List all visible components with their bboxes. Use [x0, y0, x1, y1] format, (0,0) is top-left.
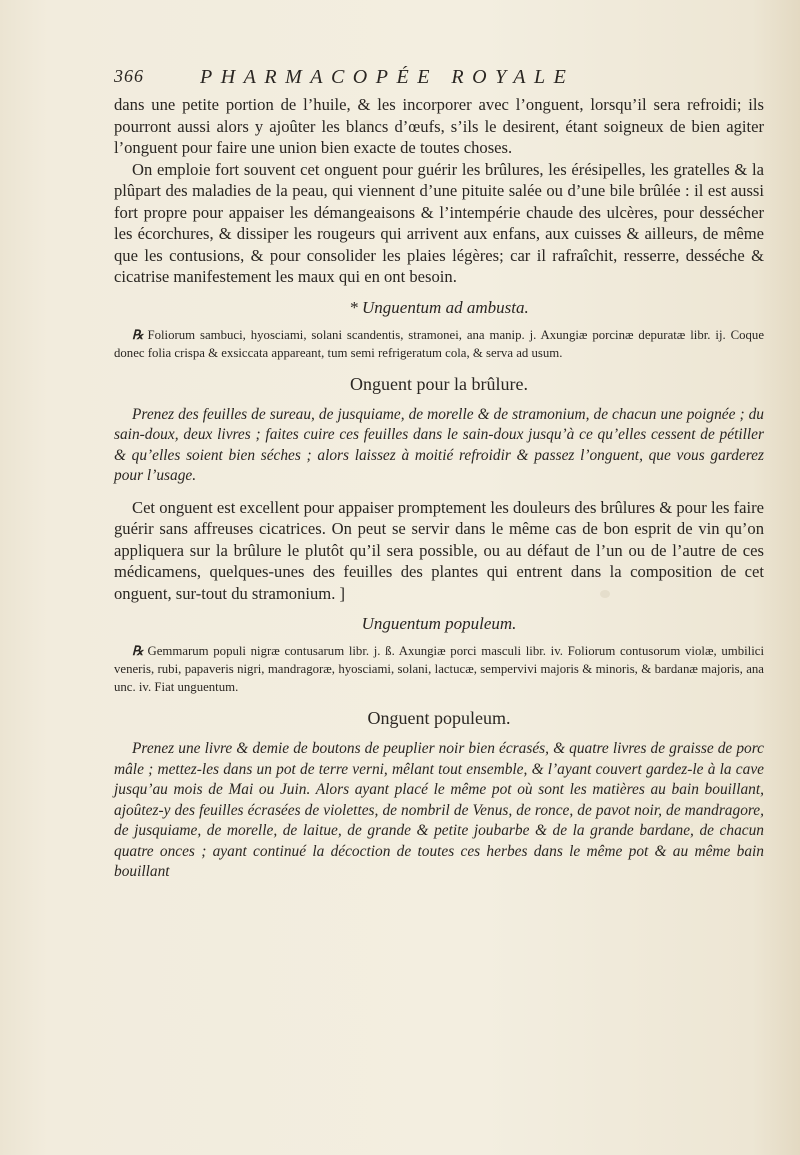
latin-recipe-text: Foliorum sambuci, hyosciami, solani scandentis, stramonei, ana manip. j. Axungiæ porcinæ depuratæ libr. ij. Coque donec folia crispa & exsiccata appareant, tum semi refrigeratum cola, & serva ad usum.: [114, 327, 764, 360]
rx-symbol: ℞: [132, 644, 144, 658]
latin-recipe-populeum: [114, 642, 764, 696]
latin-recipe-text: Gemmarum populi nigræ contusarum libr. j. ß. Axungiæ porci masculi libr. iv. Foliorum contusorum violæ, umbilici veneris, rubi, papaveris nigri, mandragoræ, hyosciami, solani, lactucæ, sempervivi majoris & minoris, & bardanæ majoris, ana unc. iv. Fiat unguentum.: [114, 644, 764, 694]
rx-symbol: ℞: [132, 327, 144, 342]
paper-stain: [360, 120, 374, 130]
latin-heading-ambusta: * Unguentum ad ambusta.: [349, 297, 529, 317]
paragraph-uses: On emploie fort souvent cet onguent pour guérir les brûlures, les érésipelles, les gratelles & la plûpart des maladies de la peau, qui viennent d’une pituite salée ou d’une bile brûlée : il est aussi fort propre pour appaiser les démangeaisons & l’intempérie chaude des ulcères, pour dessécher les écorchures, & dissiper les rougeurs qui arrivent aux enfans, aux cuisses & ailleurs, de même que les contusions, & pour consolider les plaies légères; car il rafraîchit, resserre, desséche & cicatrise manifestement les maux qui en ont besoin.: [114, 159, 764, 286]
running-head: PHARMACOPÉE ROYALE: [200, 66, 575, 88]
latin-recipe-ambusta: [114, 326, 764, 362]
french-recipe-populeum: Prenez une livre & demie de boutons de peuplier noir bien écrasés, & quatre livres de graisse de porc mâle ; mettez-les dans un pot de terre verni, mêlant tout ensemble, & l’ayant couvert gardez-le à la cave jusqu’au mois de Mai ou Juin. Alors ayant placé le même pot où sont les matières au bain bouillant, ajoûtez-y des feuilles écrasées de violettes, de nombril de Venus, de ronce, de pavot noir, de mandragore, de jusquiame, de morelle, de laitue, de grande & petite joubarbe & de la grande bardane, de chacun quatre onces ; ayant continué la décoction de toutes ces herbes dans le même pot & au même bain bouillant: [114, 740, 764, 880]
paper-stain: [600, 590, 610, 598]
page-header: [114, 66, 764, 92]
french-heading-brulure: Onguent pour la brûlure.: [350, 373, 528, 394]
paragraph-commentary: Cet onguent est excellent pour appaiser promptement les douleurs des brûlures & pour les faire guérir sans affreuses cicatrices. On peut se servir dans le même cas de bon esprit de vin qu’on appliquera sur la brûlure le plutôt qu’il sera possible, ou au défaut de l’un ou de l’autre de ces médicamens, quelques-unes des feuilles des plantes qui entrent dans la composition de cet onguent, sur-tout du stramonium. ]: [114, 497, 764, 603]
latin-heading-populeum: Unguentum populeum.: [361, 614, 517, 633]
page-number: 366: [114, 66, 144, 86]
french-heading-populeum: Onguent populeum.: [367, 708, 511, 728]
french-recipe-brulure: Prenez des feuilles de sureau, de jusquiame, de morelle & de stramonium, de chacun une poignée ; du sain-doux, deux livres ; faites cuire ces feuilles dans le sain-doux jusqu’à ce qu’elles cessent de pétiller & qu’elles soient bien séches ; alors laissez à moitié refroidir & passez l’onguent, que vous garderez pour l’usage.: [114, 405, 764, 484]
paragraph-continuation: dans une petite portion de l’huile, & les incorporer avec l’onguent, lorsqu’il sera refroidi; ils pourront aussi alors y ajoûter les blancs d’œufs, s’ils le desirent, étant soigneux de bien agiter l’onguent pour faire une union bien exacte de toutes choses.: [114, 95, 764, 157]
